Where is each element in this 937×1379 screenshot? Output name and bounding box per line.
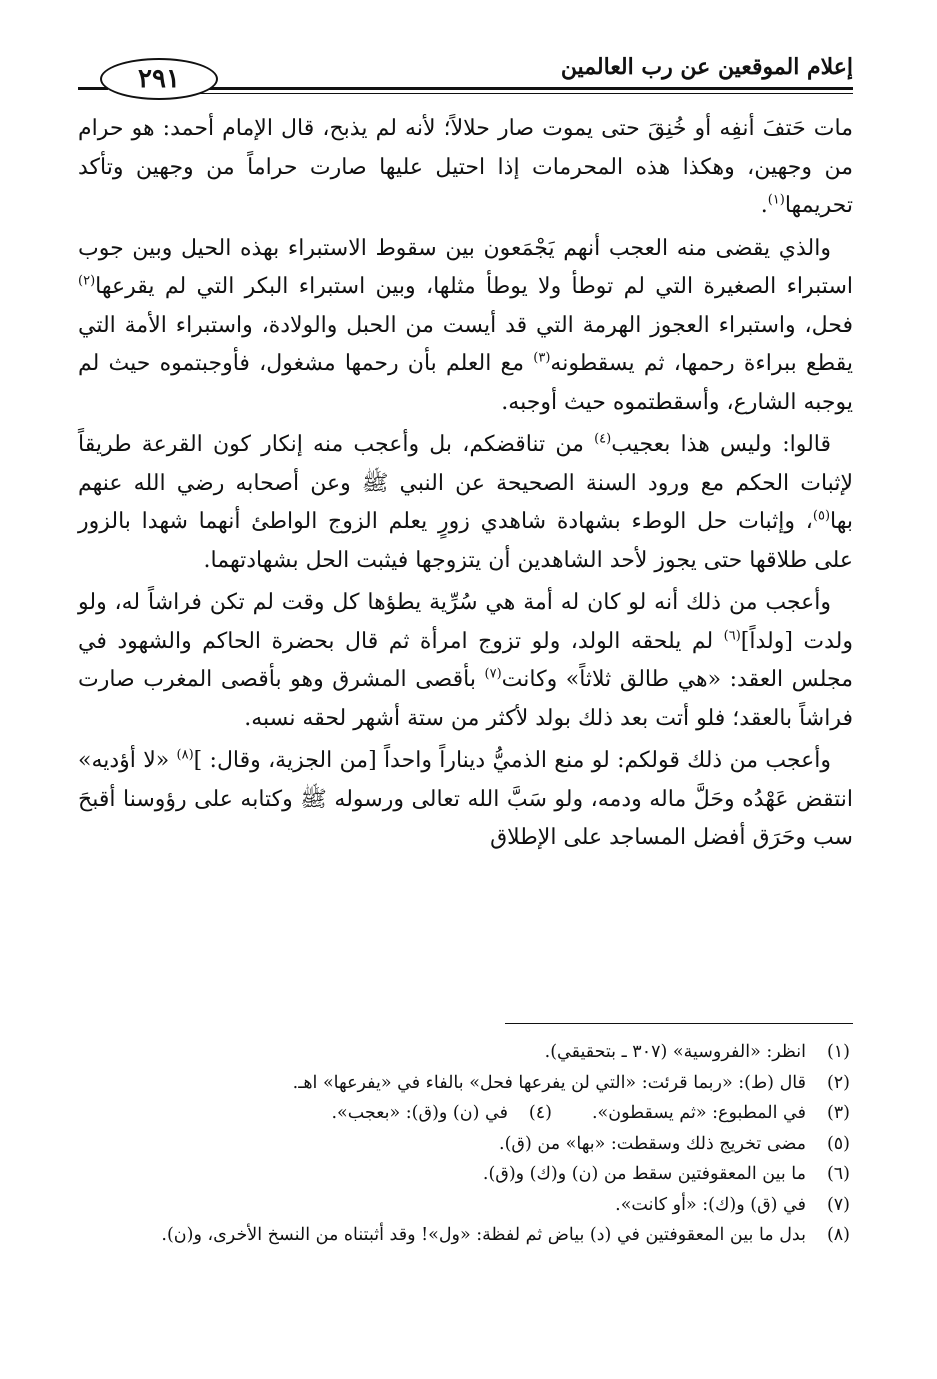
footnote-text: انظر: «الفروسية» (٣٠٧ ـ بتحقيقي). [544,1042,806,1062]
footnote-number: (٢) [826,1072,850,1093]
footnote-number: (٧) [826,1194,850,1215]
footnote-text: ما بين المعقوفتين سقط من (ن) و(ك) و(ق). [482,1164,806,1184]
footnote-marker: (٦) [723,628,741,644]
footnote-separator [505,1023,853,1024]
paragraph [78,230,853,423]
paragraph-text: ، وإثبات حل الوطء بشهادة شاهدي زورٍ يعلم الزوج الواطئ أنهما شهدا بالزور على طلاقها حتى يجوز لأحد الشاهدين أن يتزوجها فيثبت الحل بشهادتهما. [78,509,853,573]
footnote-marker: (٧) [484,666,502,682]
footnote [70,1159,850,1190]
paragraph-text: «لا أؤديه» انتقض عَهْدُه وحَلَّ ماله ودمه، ولو سَبَّ الله تعالى ورسوله ﷺ وكتابه على رؤوسنا أقبحَ سب وحَرَق أفضل المساجد على الإطلاق [78,748,853,850]
footnote-text: بدل ما بين المعقوفتين في (د) بياض ثم لفظة: «ول»! وقد أثبتناه من النسخ الأخرى، و(ن). [161,1225,806,1245]
paragraph-text: لم يلحقه الولد، ولو تزوج امرأة ثم قال بحضرة الحاكم والشهود في مجلس العقد: «هي طالق ثلاثاً» وكانت [78,628,854,692]
footnote-marker: (٨) [176,747,194,763]
header-rule [198,87,853,90]
paragraph-text: مات حَتفَ أنفِه أو خُنِقَ حتى يموت صار حلالاً؛ لأنه لم يذبح، قال الإمام أحمد: هو حرام من وجهين، وهكذا هذه المحرمات إذا احتيل عليها صارت حراماً من وجهين وتأكد تحريمها [78,116,853,218]
footnote [70,1129,850,1160]
page-number-badge [100,58,218,100]
footnote-marker: (٢) [78,273,96,289]
footnote-marker: (٣) [533,350,551,366]
paragraph [78,742,853,858]
page-number: ٢٩١ [138,64,180,94]
footnote-marker: (٤) [594,431,612,447]
paragraph-text: والذي يقضى منه العجب أنهم يَجْمَعون بين سقوط الاستبراء بهذه الحيل وبين جوب استبراء الصغيرة التي لم توطأ ولا يوطأ مثلها، وبين استبراء البكر التي لم يقرعها [78,235,853,299]
paragraph [78,110,853,226]
paragraph-text: وأعجب من ذلك أنه لو كان له أمة هي سُرِّية يطؤها كل وقت لم تكن فراشاً له، ولو ولدت [ولداً] [78,590,854,654]
book-title: إعلام الموقعين عن رب العالمين [560,54,853,80]
footnote-text: في (ق) و(ك): «أو كانت». [615,1194,806,1215]
header-rule-left [78,87,108,90]
paragraph-text: مع العلم بأن رحمها مشغول، فأوجبتموه حيث لم يوجبه الشارع، وأسقطتموه حيث أوجبه. [78,351,853,415]
footnote-row [70,1098,850,1129]
footnotes [70,1037,850,1251]
footnote-number: (٦) [826,1164,850,1184]
footnote [331,1098,552,1129]
paragraph-text: فحل، واستبراء العجوز الهرمة التي قد أيست من الحبل والولادة، واستبراء الأمة التي يقطع ببراءة رحمها، ثم يسقطونه [78,312,853,376]
footnote [70,1037,850,1068]
paragraph-text: من تناقضكم، بل وأعجب منه إنكار كون القرعة طريقاً لإثبات الحكم مع ورود السنة الصحيحة عن النبي ﷺ وعن أصحابه رضي الله عنهم بها [78,432,853,534]
footnote-marker: (٥) [812,508,831,524]
paragraph [78,584,853,738]
footnote [70,1220,850,1251]
footnote-number: (٣) [826,1103,850,1123]
footnote-marker: (١) [767,192,785,208]
main-text [78,110,853,862]
footnote-text: قال (ط): «ربما قرئت: «التي لن يفرعها فحل» بالفاء في «يفرعها» اهـ. [292,1072,806,1093]
footnote-number: (٤) [528,1103,552,1123]
running-header [78,40,853,100]
footnote-text: في (ن) و(ق): «بعجب». [331,1103,508,1123]
footnote-number: (٨) [826,1225,850,1245]
paragraph-text: قالوا: وليس هذا بعجيب [611,432,831,457]
paragraph-text: بأقصى المشرق وهو بأقصى المغرب صارت فراشاً بالعقد؛ فلو أتت بعد ذلك بولد لأكثر من ستة أشهر لحقه نسبه. [78,667,853,731]
paragraph-text: وأعجب من ذلك قولكم: لو منع الذميُّ ديناراً واحداً [من الجزية، وقال: ] [193,748,831,773]
footnote [70,1068,850,1099]
paragraph [78,426,853,580]
footnote-text: في المطبوع: «ثم يسقطون». [591,1103,806,1123]
footnote-text: مضى تخريج ذلك وسقطت: «بها» من (ق). [499,1133,806,1154]
paragraph-text: . [760,193,768,218]
header-rule-thin [198,93,853,94]
footnote-number: (٥) [826,1133,850,1154]
footnote [592,1098,850,1129]
footnote [70,1190,850,1221]
footnote-number: (١) [826,1042,850,1062]
